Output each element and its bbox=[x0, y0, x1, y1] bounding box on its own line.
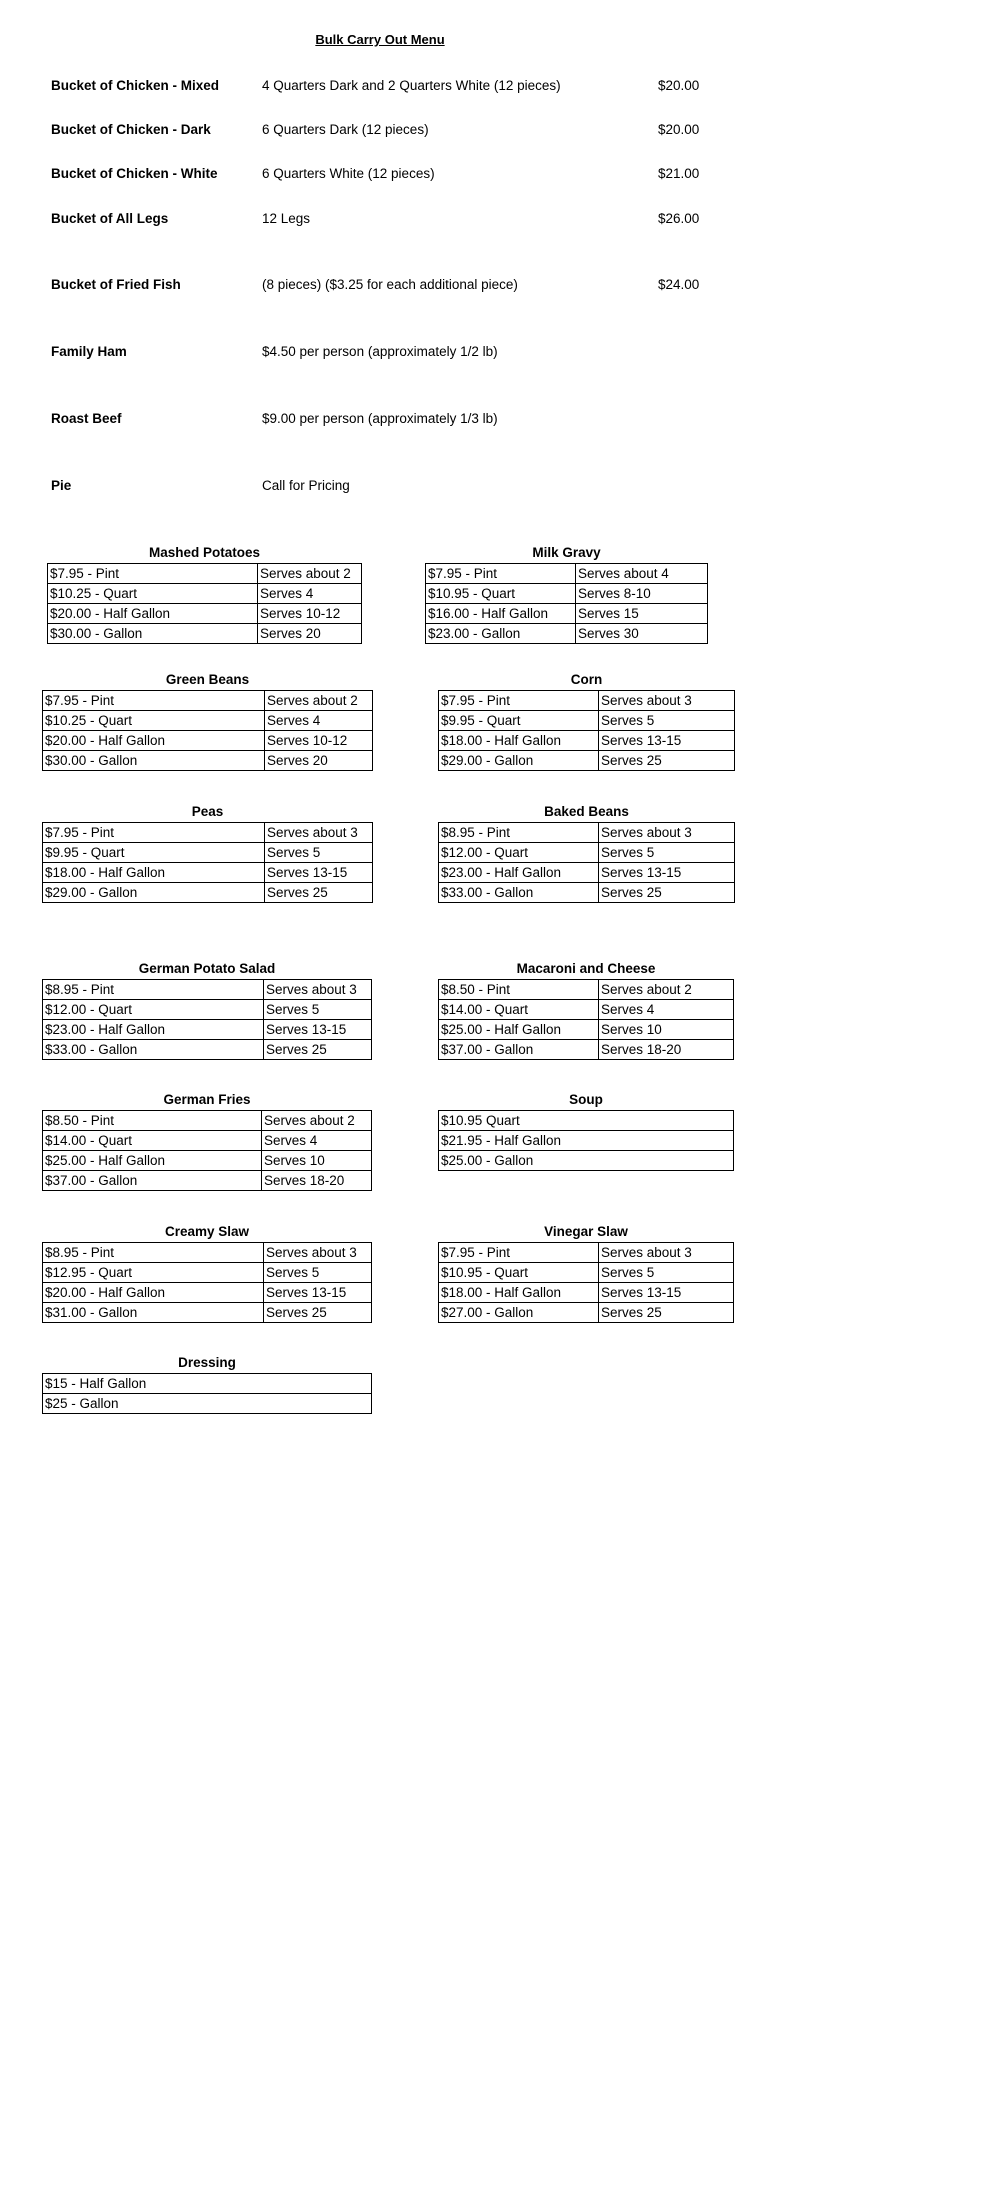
serves-cell: Serves about 3 bbox=[264, 980, 372, 1000]
table-row bbox=[439, 843, 735, 863]
table-row bbox=[426, 624, 708, 644]
table-row bbox=[439, 1151, 734, 1171]
price-table bbox=[438, 1110, 734, 1171]
table-row bbox=[439, 731, 735, 751]
bulk-item-description: (8 pieces) ($3.25 for each additional piece) bbox=[262, 277, 518, 292]
price-cell: $25 - Gallon bbox=[43, 1394, 372, 1414]
serves-cell: Serves 15 bbox=[576, 604, 708, 624]
table-row bbox=[43, 843, 373, 863]
serves-cell: Serves about 3 bbox=[599, 1243, 734, 1263]
price-cell: $10.95 Quart bbox=[439, 1111, 734, 1131]
serves-cell: Serves 30 bbox=[576, 624, 708, 644]
bulk-item-description: 4 Quarters Dark and 2 Quarters White (12 pieces) bbox=[262, 78, 561, 93]
serves-cell: Serves 13-15 bbox=[599, 731, 735, 751]
bulk-item-description: $4.50 per person (approximately 1/2 lb) bbox=[262, 344, 498, 359]
side-block-german-potato-salad bbox=[42, 959, 372, 1060]
side-title: Green Beans bbox=[165, 672, 250, 687]
price-cell: $23.00 - Half Gallon bbox=[439, 863, 599, 883]
side-title: Vinegar Slaw bbox=[544, 1224, 628, 1239]
serves-cell: Serves about 3 bbox=[599, 691, 735, 711]
bulk-item-row bbox=[0, 122, 983, 142]
price-cell: $12.95 - Quart bbox=[43, 1263, 264, 1283]
serves-cell: Serves about 4 bbox=[576, 564, 708, 584]
serves-cell: Serves about 3 bbox=[264, 1243, 372, 1263]
serves-cell: Serves about 3 bbox=[265, 823, 373, 843]
side-block-vinegar-slaw bbox=[438, 1222, 734, 1323]
table-row bbox=[43, 731, 373, 751]
bulk-item-description: 12 Legs bbox=[262, 211, 311, 226]
table-row bbox=[43, 1151, 372, 1171]
bulk-item-description: Call for Pricing bbox=[262, 478, 350, 493]
price-cell: $20.00 - Half Gallon bbox=[43, 731, 265, 751]
side-title: Corn bbox=[570, 672, 603, 687]
price-cell: $33.00 - Gallon bbox=[439, 883, 599, 903]
price-table bbox=[42, 1373, 372, 1414]
price-table bbox=[42, 690, 373, 771]
table-row bbox=[43, 863, 373, 883]
side-title: Macaroni and Cheese bbox=[516, 961, 656, 976]
serves-cell: Serves 5 bbox=[264, 1263, 372, 1283]
bulk-item-row bbox=[0, 166, 983, 186]
bulk-item-name: Bucket of All Legs bbox=[51, 211, 169, 226]
price-cell: $10.25 - Quart bbox=[48, 584, 258, 604]
table-row bbox=[439, 980, 734, 1000]
table-row bbox=[426, 584, 708, 604]
bulk-item-row bbox=[0, 277, 983, 297]
serves-cell: Serves about 3 bbox=[599, 823, 735, 843]
serves-cell: Serves about 2 bbox=[265, 691, 373, 711]
serves-cell: Serves 25 bbox=[264, 1303, 372, 1323]
price-cell: $23.00 - Gallon bbox=[426, 624, 576, 644]
serves-cell: Serves 20 bbox=[258, 624, 362, 644]
serves-cell: Serves about 2 bbox=[262, 1111, 372, 1131]
side-block-dressing bbox=[42, 1353, 372, 1414]
table-row bbox=[43, 1131, 372, 1151]
serves-cell: Serves 4 bbox=[599, 1000, 734, 1020]
table-row bbox=[43, 1171, 372, 1191]
price-cell: $7.95 - Pint bbox=[43, 691, 265, 711]
price-table bbox=[42, 979, 372, 1060]
table-row bbox=[439, 1111, 734, 1131]
price-cell: $29.00 - Gallon bbox=[43, 883, 265, 903]
price-cell: $20.00 - Half Gallon bbox=[43, 1283, 264, 1303]
side-block-baked-beans bbox=[438, 802, 735, 903]
table-row bbox=[439, 883, 735, 903]
price-cell: $12.00 - Quart bbox=[439, 843, 599, 863]
serves-cell: Serves 5 bbox=[599, 1263, 734, 1283]
serves-cell: Serves 25 bbox=[599, 1303, 734, 1323]
serves-cell: Serves 18-20 bbox=[262, 1171, 372, 1191]
price-table bbox=[42, 1110, 372, 1191]
table-row bbox=[48, 624, 362, 644]
side-title: Milk Gravy bbox=[532, 545, 601, 560]
bulk-item-row bbox=[0, 78, 983, 98]
price-cell: $30.00 - Gallon bbox=[43, 751, 265, 771]
price-cell: $7.95 - Pint bbox=[43, 823, 265, 843]
serves-cell: Serves 25 bbox=[599, 883, 735, 903]
side-title: Dressing bbox=[178, 1355, 236, 1370]
bulk-item-row bbox=[0, 411, 983, 431]
price-table bbox=[438, 822, 735, 903]
bulk-item-price: $24.00 bbox=[658, 277, 700, 292]
price-cell: $8.95 - Pint bbox=[43, 980, 264, 1000]
price-cell: $37.00 - Gallon bbox=[439, 1040, 599, 1060]
serves-cell: Serves 5 bbox=[599, 843, 735, 863]
price-cell: $8.50 - Pint bbox=[43, 1111, 262, 1131]
table-row bbox=[43, 1020, 372, 1040]
table-row bbox=[43, 1243, 372, 1263]
serves-cell: Serves 10 bbox=[599, 1020, 734, 1040]
price-cell: $8.50 - Pint bbox=[439, 980, 599, 1000]
table-row bbox=[439, 1243, 734, 1263]
price-cell: $8.95 - Pint bbox=[439, 823, 599, 843]
side-block-green-beans bbox=[42, 670, 373, 771]
price-cell: $31.00 - Gallon bbox=[43, 1303, 264, 1323]
serves-cell: Serves 25 bbox=[264, 1040, 372, 1060]
side-block-mashed-potatoes bbox=[47, 543, 362, 644]
side-block-german-fries bbox=[42, 1090, 372, 1191]
price-cell: $7.95 - Pint bbox=[48, 564, 258, 584]
table-row bbox=[439, 751, 735, 771]
side-block-macaroni-and-cheese bbox=[438, 959, 734, 1060]
side-block-creamy-slaw bbox=[42, 1222, 372, 1323]
page-title: Bulk Carry Out Menu bbox=[315, 32, 445, 47]
price-cell: $33.00 - Gallon bbox=[43, 1040, 264, 1060]
price-table bbox=[47, 563, 362, 644]
bulk-item-name: Bucket of Chicken - Mixed bbox=[51, 78, 220, 93]
serves-cell: Serves 13-15 bbox=[265, 863, 373, 883]
serves-cell: Serves 25 bbox=[265, 883, 373, 903]
price-table bbox=[42, 1242, 372, 1323]
bulk-item-price: $21.00 bbox=[658, 166, 700, 181]
table-row bbox=[43, 823, 373, 843]
table-row bbox=[439, 1020, 734, 1040]
serves-cell: Serves 4 bbox=[258, 584, 362, 604]
serves-cell: Serves 25 bbox=[599, 751, 735, 771]
price-cell: $15 - Half Gallon bbox=[43, 1374, 372, 1394]
table-row bbox=[48, 564, 362, 584]
serves-cell: Serves 13-15 bbox=[599, 863, 735, 883]
price-cell: $10.25 - Quart bbox=[43, 711, 265, 731]
price-cell: $18.00 - Half Gallon bbox=[439, 1283, 599, 1303]
price-cell: $18.00 - Half Gallon bbox=[43, 863, 265, 883]
price-cell: $8.95 - Pint bbox=[43, 1243, 264, 1263]
serves-cell: Serves 20 bbox=[265, 751, 373, 771]
price-cell: $20.00 - Half Gallon bbox=[48, 604, 258, 624]
price-cell: $25.00 - Half Gallon bbox=[439, 1020, 599, 1040]
table-row bbox=[439, 863, 735, 883]
table-row bbox=[439, 711, 735, 731]
table-row bbox=[439, 1131, 734, 1151]
table-row bbox=[439, 1263, 734, 1283]
table-row bbox=[439, 1283, 734, 1303]
table-row bbox=[43, 1303, 372, 1323]
price-cell: $29.00 - Gallon bbox=[439, 751, 599, 771]
serves-cell: Serves 13-15 bbox=[264, 1020, 372, 1040]
price-cell: $9.95 - Quart bbox=[43, 843, 265, 863]
table-row bbox=[43, 980, 372, 1000]
price-table bbox=[438, 1242, 734, 1323]
price-table bbox=[42, 822, 373, 903]
price-cell: $30.00 - Gallon bbox=[48, 624, 258, 644]
serves-cell: Serves 10 bbox=[262, 1151, 372, 1171]
bulk-item-name: Roast Beef bbox=[51, 411, 122, 426]
serves-cell: Serves 13-15 bbox=[599, 1283, 734, 1303]
serves-cell: Serves 4 bbox=[262, 1131, 372, 1151]
bulk-item-name: Bucket of Fried Fish bbox=[51, 277, 181, 292]
price-cell: $9.95 - Quart bbox=[439, 711, 599, 731]
table-row bbox=[43, 883, 373, 903]
table-row bbox=[43, 1263, 372, 1283]
price-table bbox=[438, 690, 735, 771]
table-row bbox=[43, 1394, 372, 1414]
table-row bbox=[439, 1000, 734, 1020]
side-block-soup bbox=[438, 1090, 734, 1171]
price-cell: $37.00 - Gallon bbox=[43, 1171, 262, 1191]
table-row bbox=[426, 604, 708, 624]
price-cell: $16.00 - Half Gallon bbox=[426, 604, 576, 624]
bulk-item-row bbox=[0, 344, 983, 364]
bulk-item-row bbox=[0, 211, 983, 231]
side-title: Soup bbox=[569, 1092, 603, 1107]
serves-cell: Serves 10-12 bbox=[258, 604, 362, 624]
price-cell: $14.00 - Quart bbox=[43, 1131, 262, 1151]
serves-cell: Serves 4 bbox=[265, 711, 373, 731]
serves-cell: Serves 5 bbox=[599, 711, 735, 731]
side-block-peas bbox=[42, 802, 373, 903]
bulk-item-name: Family Ham bbox=[51, 344, 127, 359]
table-row bbox=[43, 751, 373, 771]
serves-cell: Serves 5 bbox=[264, 1000, 372, 1020]
bulk-item-description: 6 Quarters Dark (12 pieces) bbox=[262, 122, 429, 137]
bulk-item-description: 6 Quarters White (12 pieces) bbox=[262, 166, 435, 181]
table-row bbox=[43, 1111, 372, 1131]
table-row bbox=[48, 604, 362, 624]
table-row bbox=[43, 1374, 372, 1394]
bulk-item-row bbox=[0, 478, 983, 498]
table-row bbox=[439, 1040, 734, 1060]
table-row bbox=[43, 1040, 372, 1060]
price-cell: $10.95 - Quart bbox=[439, 1263, 599, 1283]
price-cell: $23.00 - Half Gallon bbox=[43, 1020, 264, 1040]
table-row bbox=[439, 823, 735, 843]
price-cell: $10.95 - Quart bbox=[426, 584, 576, 604]
price-cell: $18.00 - Half Gallon bbox=[439, 731, 599, 751]
side-title: Baked Beans bbox=[544, 804, 629, 819]
side-title: Creamy Slaw bbox=[164, 1224, 250, 1239]
table-row bbox=[48, 584, 362, 604]
serves-cell: Serves 8-10 bbox=[576, 584, 708, 604]
side-block-milk-gravy bbox=[425, 543, 708, 644]
serves-cell: Serves about 2 bbox=[258, 564, 362, 584]
price-cell: $7.95 - Pint bbox=[426, 564, 576, 584]
table-row bbox=[43, 1000, 372, 1020]
table-row bbox=[43, 711, 373, 731]
bulk-item-name: Bucket of Chicken - White bbox=[51, 166, 218, 181]
bulk-item-name: Pie bbox=[51, 478, 72, 493]
price-cell: $14.00 - Quart bbox=[439, 1000, 599, 1020]
side-title: Mashed Potatoes bbox=[148, 545, 261, 560]
price-cell: $12.00 - Quart bbox=[43, 1000, 264, 1020]
price-table bbox=[438, 979, 734, 1060]
bulk-item-description: $9.00 per person (approximately 1/3 lb) bbox=[262, 411, 498, 426]
price-cell: $25.00 - Gallon bbox=[439, 1151, 734, 1171]
side-title: Peas bbox=[191, 804, 224, 819]
side-block-corn bbox=[438, 670, 735, 771]
price-cell: $21.95 - Half Gallon bbox=[439, 1131, 734, 1151]
table-row bbox=[439, 691, 735, 711]
price-cell: $7.95 - Pint bbox=[439, 1243, 599, 1263]
price-table bbox=[425, 563, 708, 644]
table-row bbox=[426, 564, 708, 584]
side-title: German Potato Salad bbox=[138, 961, 276, 976]
serves-cell: Serves about 2 bbox=[599, 980, 734, 1000]
bulk-item-price: $26.00 bbox=[658, 211, 700, 226]
serves-cell: Serves 5 bbox=[265, 843, 373, 863]
serves-cell: Serves 10-12 bbox=[265, 731, 373, 751]
price-cell: $25.00 - Half Gallon bbox=[43, 1151, 262, 1171]
serves-cell: Serves 18-20 bbox=[599, 1040, 734, 1060]
serves-cell: Serves 13-15 bbox=[264, 1283, 372, 1303]
price-cell: $7.95 - Pint bbox=[439, 691, 599, 711]
side-title: German Fries bbox=[163, 1092, 251, 1107]
price-cell: $27.00 - Gallon bbox=[439, 1303, 599, 1323]
table-row bbox=[43, 1283, 372, 1303]
bulk-item-name: Bucket of Chicken - Dark bbox=[51, 122, 211, 137]
table-row bbox=[43, 691, 373, 711]
bulk-item-price: $20.00 bbox=[658, 122, 700, 137]
bulk-item-price: $20.00 bbox=[658, 78, 700, 93]
table-row bbox=[439, 1303, 734, 1323]
